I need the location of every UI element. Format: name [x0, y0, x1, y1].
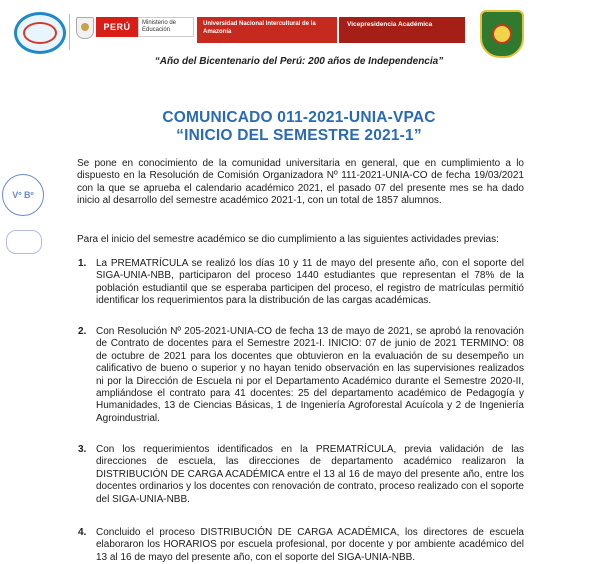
ministry-label: Ministerio de Educación — [138, 17, 194, 37]
list-item — [78, 527, 524, 564]
list-item-number: 1. — [78, 258, 87, 269]
document-subtitle: “INICIO DEL SEMESTRE 2021-1” — [176, 127, 422, 144]
year-motto: “Año del Bicentenario del Perú: 200 años de Independencia” — [154, 56, 444, 67]
list-item-text: Concluido el proceso DISTRIBUCIÓN DE CARGA ACADÉMICA, los directores de escuela elaboraron los HORARIOS por escuela profesional, por docente y por ambiente académico del 13 al 16 de mayo del presente año, con el soporte del SIGA-UNIA-NBB. — [96, 527, 524, 563]
list-item — [78, 258, 524, 308]
list-item-number: 2. — [78, 326, 87, 337]
list-item — [78, 326, 524, 425]
vice-presidency-label: Vicepresidencia Académica — [339, 17, 465, 43]
official-stamp-mark-icon — [6, 230, 42, 254]
university-label: Universidad Nacional Intercultural de la Amazonía — [197, 17, 337, 43]
document-title: COMUNICADO 011-2021-UNIA-VPAC — [162, 109, 436, 126]
list-item-number: 3. — [78, 444, 87, 455]
official-seal-stamp-icon: Vº Bº — [2, 174, 44, 216]
peru-coat-of-arms-icon — [76, 17, 94, 39]
activities-intro-paragraph: Para el inicio del semestre académico se dio cumplimiento a las siguientes actividades previas: — [77, 234, 499, 245]
intro-paragraph: Se pone en conocimiento de la comunidad universitaria en general, que en cumplimiento a lo dispuesto en la Resolución de Comisión Organizadora Nº 111-2021-UNIA-CO de fecha 19/03/2021 con la que se aprueba el calendario académico 2021, el pasado 07 del presente mes se ha dado inicio al desarrollo del semestre académico 2021-1, con un total de 1857 alumnos. — [77, 158, 524, 207]
letterhead — [0, 0, 598, 70]
education-campaign-logo-icon — [14, 12, 66, 54]
university-shield-logo-icon — [480, 10, 524, 58]
list-item-number: 4. — [78, 527, 87, 538]
list-item-text: Con Resolución Nº 205-2021-UNIA-CO de fecha 13 de mayo de 2021, se aprobó la renovación de Contrato de docentes para el Semestre 2021-I. INICIO: 07 de junio de 2021 TERMINO: 08 de octubre de 2021 para los docentes que obtuvieron en la evaluación de su desempeño un calificativo de bueno o superior y no hayan tenido observación en las supervisiones realizados ni por la Dirección de Escuela ni por el Departamento Académico durante el Semestre 2020-II, ampliándose el contrato para 41 docentes: 25 del departamento académico de Pedagogía y Humanidades, 13 de Ciencias Básicas, 1 de Ingeniería Agroforestal Acuícola y 2 de Ingeniería Agroindustrial. — [96, 326, 524, 424]
peru-label: PERÚ — [96, 17, 138, 37]
list-item-text: La PREMATRÍCULA se realizó los días 10 y 11 de mayo del presente año, con el soporte del SIGA-UNIA-NBB, participaron del proceso 1440 estudiantes que representan el 78% de la población estudiantil que se esperaba participen del proceso, el registro de matrículas permitió identificar los requerimientos para la distribución de las cargas académicas. — [96, 258, 524, 307]
header-divider — [69, 14, 70, 50]
list-item — [78, 444, 524, 506]
list-item-text: Con los requerimientos identificados en la PREMATRÍCULA, previa validación de las direcciones de escuela, las direcciones de departamento académico realizaron la DISTRIBUCIÓN DE CARGA ACADÉMICA entre el 13 al 16 de mayo del presente año, entre los docentes ordinarios y los docentes con renovación de contrato, proceso realizado con el soporte del SIGA-UNIA-NBB. — [96, 444, 524, 505]
